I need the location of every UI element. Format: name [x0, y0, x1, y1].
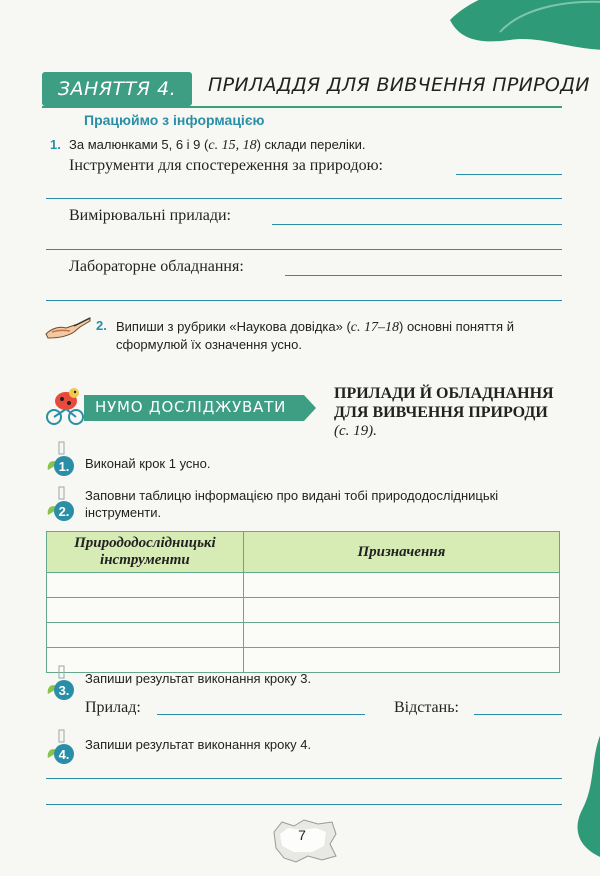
answer-line[interactable] — [285, 275, 562, 276]
answer-line[interactable] — [456, 174, 562, 175]
task-2-number: 2. — [96, 318, 107, 333]
table-row — [47, 598, 560, 623]
field-label-observation-tools: Інструменти для спостереження за природою: — [69, 157, 383, 174]
table-header-instruments: Природодослідницькі інструменти — [47, 532, 244, 573]
task-1-text: За малюнками 5, 6 і 9 (с. 15, 18) склади переліки. — [69, 137, 366, 153]
field-label-lab-equipment: Лабораторне обладнання: — [69, 258, 244, 275]
table-cell[interactable] — [243, 623, 559, 648]
field-label-device: Прилад: — [85, 699, 141, 716]
table-cell[interactable] — [243, 648, 559, 673]
table-cell[interactable] — [243, 598, 559, 623]
answer-line[interactable] — [46, 300, 562, 301]
table-cell[interactable] — [47, 573, 244, 598]
field-label-distance: Відстань: — [394, 699, 459, 716]
answer-line[interactable] — [46, 198, 562, 199]
step-number: 3. — [58, 683, 70, 698]
answer-line[interactable] — [46, 804, 562, 805]
task-2-text: Випиши з рубрики «Наукова довідка» (с. 17–18) основні поняття й сформулюй їх означення усно. — [116, 319, 514, 352]
decorative-leaf-icon — [568, 720, 600, 860]
section-heading-info: Працюймо з інформацією — [84, 112, 265, 128]
ladybug-bicycle-icon — [44, 383, 88, 427]
table-cell[interactable] — [47, 598, 244, 623]
table-row — [47, 573, 560, 598]
lesson-badge: ЗАНЯТТЯ 4. — [42, 72, 192, 106]
step-1-text: Виконай крок 1 усно. — [85, 456, 211, 471]
answer-line[interactable] — [157, 714, 365, 715]
task-1-number: 1. — [50, 137, 61, 152]
step-number: 1. — [58, 459, 70, 474]
flask-step-icon — [44, 728, 80, 766]
table-cell[interactable] — [243, 573, 559, 598]
answer-line[interactable] — [272, 224, 562, 225]
field-label-measuring-devices: Вимірювальні прилади: — [69, 207, 231, 224]
table-row — [47, 648, 560, 673]
instruments-table — [46, 531, 560, 673]
lesson-title: ПРИЛАДДЯ ДЛЯ ВИВЧЕННЯ ПРИРОДИ — [208, 74, 590, 96]
step-number: 2. — [58, 504, 70, 519]
answer-line[interactable] — [474, 714, 562, 715]
answer-line[interactable] — [46, 778, 562, 779]
decorative-leaf-icon — [440, 0, 600, 50]
writing-hand-icon — [44, 316, 92, 340]
answer-line[interactable] — [46, 249, 562, 250]
table-row — [47, 623, 560, 648]
flask-step-icon — [44, 664, 80, 702]
explore-banner-label: НУМО ДОСЛІДЖУВАТИ — [95, 398, 287, 416]
explore-side-title: ПРИЛАДИ Й ОБЛАДНАННЯ ДЛЯ ВИВЧЕННЯ ПРИРОДИ (с. 19). — [334, 385, 554, 439]
header-divider — [42, 106, 562, 108]
step-number: 4. — [58, 747, 70, 762]
page-number: 7 — [298, 827, 306, 843]
table-cell[interactable] — [47, 623, 244, 648]
step-3-text: Запиши результат виконання кроку 3. — [85, 671, 312, 686]
flask-step-icon — [44, 440, 80, 478]
step-4-text: Запиши результат виконання кроку 4. — [85, 737, 312, 752]
flask-step-icon — [44, 485, 80, 523]
table-header-purpose: Призначення — [243, 532, 559, 573]
step-2-text: Заповни таблицю інформацією про видані тобі природодослідницькі інструменти. — [85, 488, 499, 520]
